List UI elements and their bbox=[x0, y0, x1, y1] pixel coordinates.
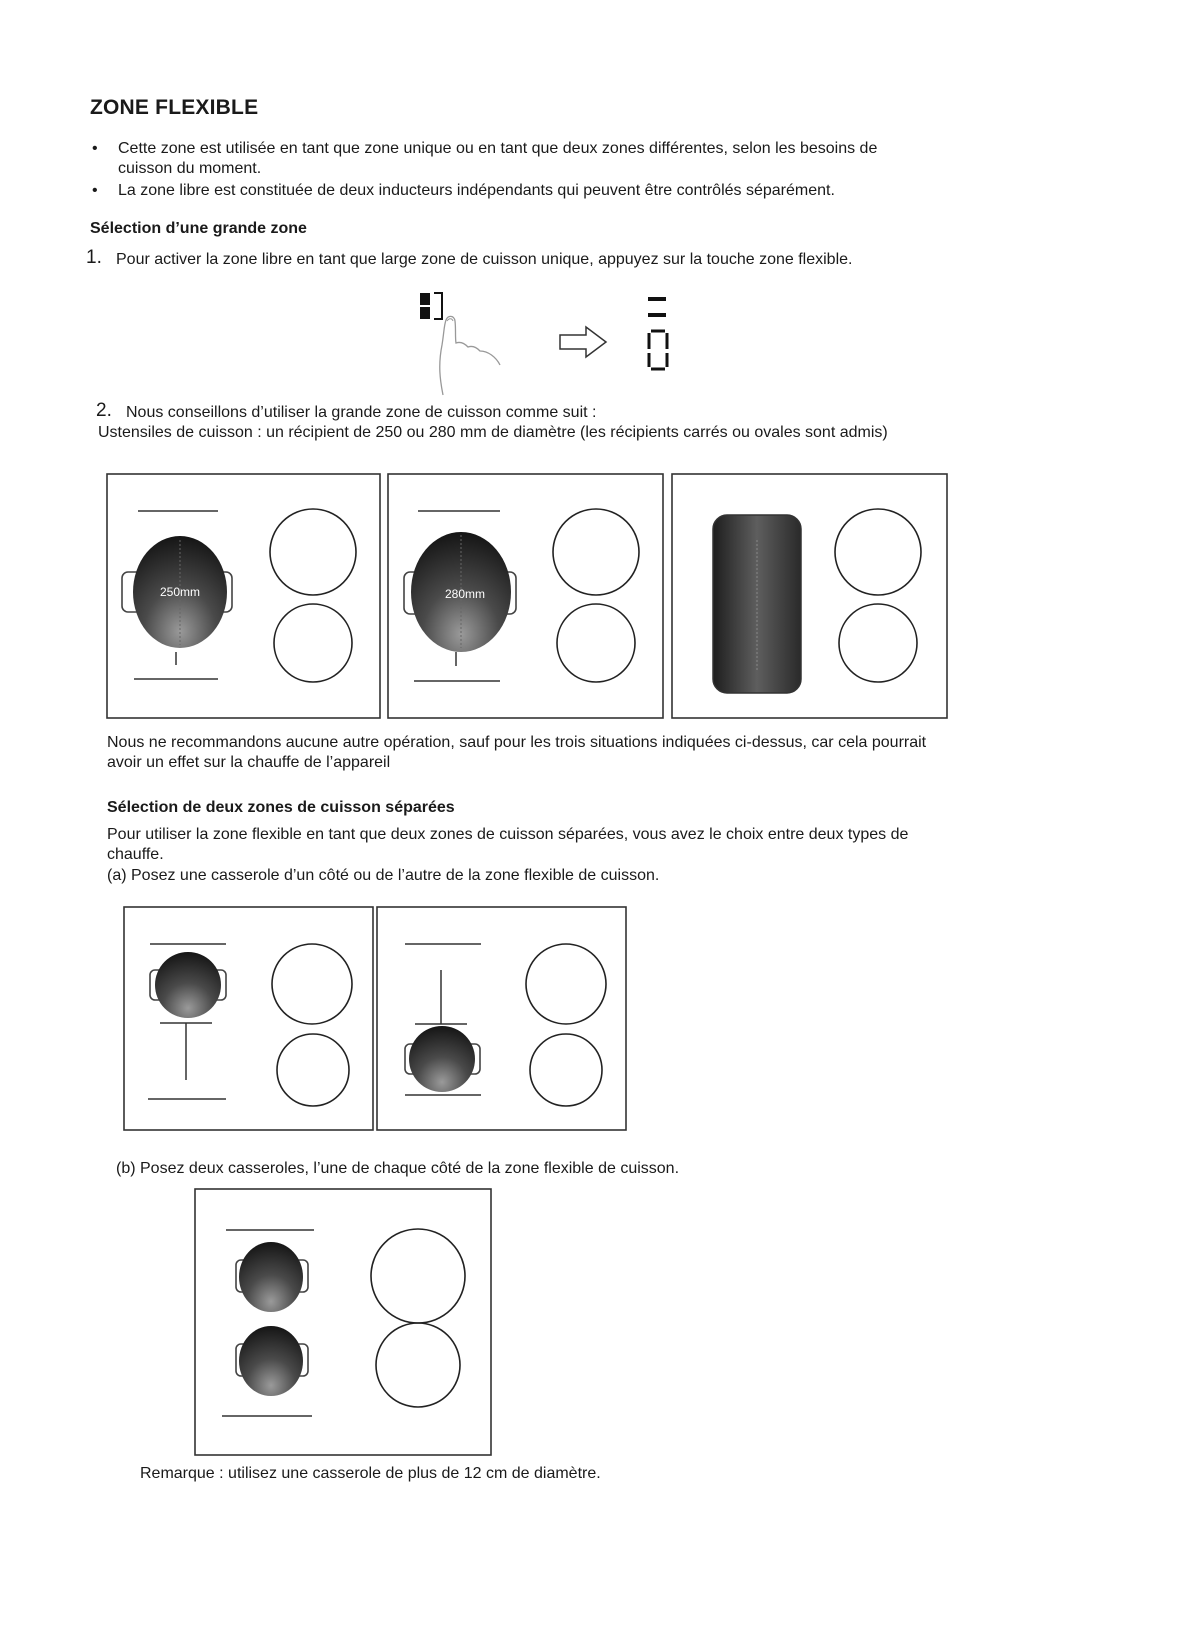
utensils-text: Ustensiles de cuisson : un récipient de 250 ou 280 mm de diamètre (les récipients carrés ou ovales sont admis) bbox=[98, 424, 888, 441]
bullet-1-line1: Cette zone est utilisée en tant que zone unique ou en tant que deux zones différentes, selon les besoins de bbox=[118, 140, 878, 157]
page-title: ZONE FLEXIBLE bbox=[90, 96, 259, 119]
section2-intro-line1: Pour utiliser la zone flexible en tant que deux zones de cuisson séparées, vous avez le choix entre deux types de bbox=[107, 826, 909, 843]
hob-diagram-250mm bbox=[107, 474, 380, 718]
hob-diagram-pan-bottom bbox=[377, 907, 626, 1130]
section-heading-two-zones: Sélection de deux zones de cuisson séparées bbox=[107, 799, 455, 816]
bullet-dot: • bbox=[92, 140, 98, 157]
note-line1: Nous ne recommandons aucune autre opération, sauf pour les trois situations indiquées ci-dessus, car cela pourrait bbox=[107, 734, 927, 751]
pan-top-position bbox=[155, 952, 221, 1018]
bullet-dot: • bbox=[92, 182, 98, 199]
bullet-2: La zone libre est constituée de deux inducteurs indépendants qui peuvent être contrôlés séparément. bbox=[118, 182, 835, 199]
hob-diagram-pan-top bbox=[124, 907, 373, 1130]
step-1-number: 1. bbox=[86, 247, 102, 268]
hob-diagram-rectangular bbox=[672, 474, 947, 718]
option-b-text: (b) Posez deux casseroles, l’une de chaque côté de la zone flexible de cuisson. bbox=[116, 1160, 680, 1177]
pan-bottom-position bbox=[409, 1026, 475, 1092]
option-a-text: (a) Posez une casserole d’un côté ou de l’autre de la zone flexible de cuisson. bbox=[107, 867, 660, 884]
step-1-text: Pour activer la zone libre en tant que large zone de cuisson unique, appuyez sur la touche zone flexible. bbox=[116, 251, 853, 268]
pan-upper bbox=[239, 1242, 303, 1312]
pan-lower bbox=[239, 1326, 303, 1396]
section2-intro-line2: chauffe. bbox=[107, 846, 164, 863]
pan-label-250mm: 250mm bbox=[160, 585, 201, 599]
section-heading-large-zone: Sélection d’une grande zone bbox=[90, 220, 307, 237]
hob-diagram-280mm bbox=[388, 474, 663, 718]
hob-diagram-two-pans bbox=[195, 1189, 491, 1455]
step-2-number: 2. bbox=[96, 400, 112, 421]
note-line2: avoir un effet sur la chauffe de l’appareil bbox=[107, 754, 391, 771]
bullet-1-line2: cuisson du moment. bbox=[118, 160, 262, 177]
remark-text: Remarque : utilisez une casserole de plus de 12 cm de diamètre. bbox=[140, 1465, 601, 1482]
pan-label-280mm: 280mm bbox=[445, 587, 486, 601]
step-2-text: Nous conseillons d’utiliser la grande zone de cuisson comme suit : bbox=[126, 404, 597, 421]
